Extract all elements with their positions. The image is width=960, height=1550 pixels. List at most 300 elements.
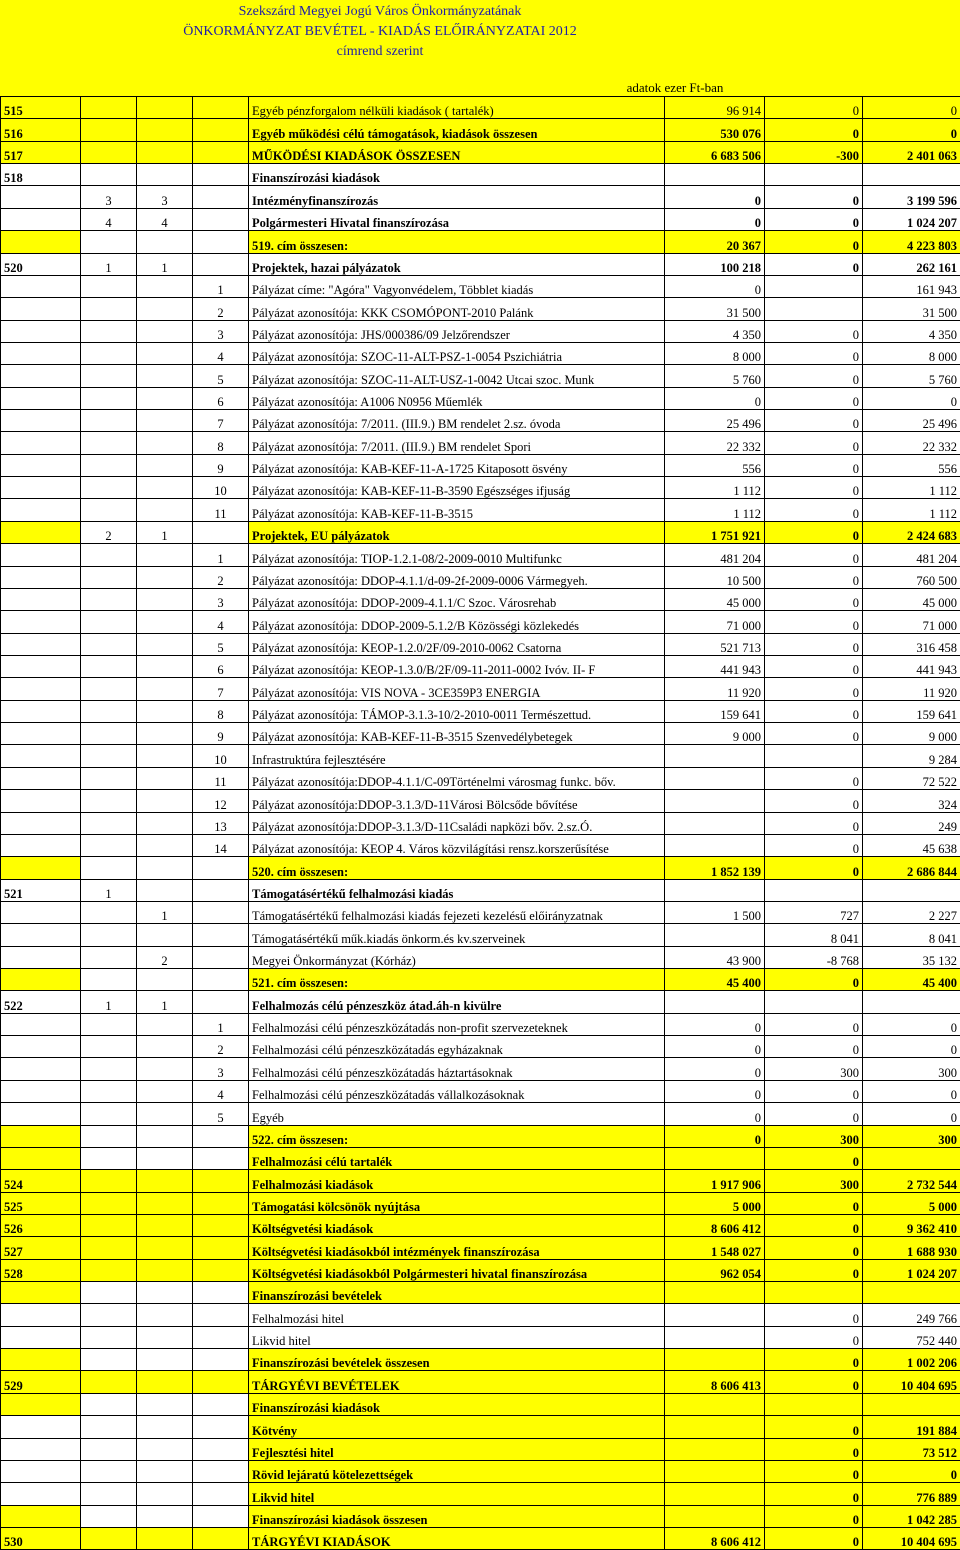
subtitle-code-cell bbox=[137, 1304, 193, 1326]
description-cell: Pályázat azonosítója: 7/2011. (III.9.) BM rendelet Spori bbox=[249, 432, 665, 454]
original-amount-cell: 0 bbox=[665, 1125, 765, 1147]
row-number-cell bbox=[1, 1036, 81, 1058]
subtitle-code-cell bbox=[137, 1170, 193, 1192]
table-row bbox=[1, 544, 960, 566]
modified-amount-cell: 324 bbox=[863, 790, 960, 812]
table-row bbox=[1, 499, 960, 521]
description-cell: Felhalmozási kiadások bbox=[249, 1170, 665, 1192]
item-number-cell bbox=[193, 1282, 249, 1304]
original-amount-cell: 100 218 bbox=[665, 253, 765, 275]
original-amount-cell bbox=[665, 745, 765, 767]
description-cell: Pályázat azonosítója: KAB-KEF-11-B-3515 bbox=[249, 499, 665, 521]
subtitle-code-cell bbox=[137, 879, 193, 901]
table-row bbox=[1, 1371, 960, 1393]
description-cell: 522. cím összesen: bbox=[249, 1125, 665, 1147]
row-number-cell bbox=[1, 477, 81, 499]
change-amount-cell: 0 bbox=[765, 678, 863, 700]
row-number-cell: 517 bbox=[1, 141, 81, 163]
description-cell: Intézményfinanszírozás bbox=[249, 186, 665, 208]
change-amount-cell: 0 bbox=[765, 1371, 863, 1393]
table-row bbox=[1, 1483, 960, 1505]
title-code-cell bbox=[81, 454, 137, 476]
item-number-cell: 2 bbox=[193, 1036, 249, 1058]
row-number-cell bbox=[1, 1103, 81, 1125]
modified-amount-cell: 159 641 bbox=[863, 700, 960, 722]
change-amount-cell: 0 bbox=[765, 410, 863, 432]
original-amount-cell: 5 000 bbox=[665, 1192, 765, 1214]
modified-amount-cell: 0 bbox=[863, 1013, 960, 1035]
subtitle-code-cell bbox=[137, 812, 193, 834]
item-number-cell bbox=[193, 208, 249, 230]
change-amount-cell: 0 bbox=[765, 477, 863, 499]
change-amount-cell: 0 bbox=[765, 454, 863, 476]
description-cell: Finanszírozási kiadások bbox=[249, 164, 665, 186]
row-number-cell bbox=[1, 790, 81, 812]
item-number-cell: 1 bbox=[193, 1013, 249, 1035]
modified-amount-cell: 249 766 bbox=[863, 1304, 960, 1326]
row-number-cell bbox=[1, 588, 81, 610]
change-amount-cell: 0 bbox=[765, 1214, 863, 1236]
item-number-cell bbox=[193, 1304, 249, 1326]
item-number-cell: 11 bbox=[193, 499, 249, 521]
row-number-cell: 525 bbox=[1, 1192, 81, 1214]
subtitle-code-cell: 1 bbox=[137, 253, 193, 275]
description-cell: Finanszírozási bevételek összesen bbox=[249, 1349, 665, 1371]
item-number-cell bbox=[193, 1326, 249, 1348]
description-cell: Pályázat azonosítója: KAB-KEF-11-B-3515 Szenvedélybetegek bbox=[249, 723, 665, 745]
original-amount-cell: 8 606 412 bbox=[665, 1528, 765, 1550]
title-code-cell bbox=[81, 320, 137, 342]
row-number-cell bbox=[1, 700, 81, 722]
row-number-cell bbox=[1, 186, 81, 208]
modified-amount-cell: 10 404 695 bbox=[863, 1371, 960, 1393]
description-cell: Polgármesteri Hivatal finanszírozása bbox=[249, 208, 665, 230]
row-number-cell bbox=[1, 1304, 81, 1326]
original-amount-cell: 22 332 bbox=[665, 432, 765, 454]
title-code-cell bbox=[81, 1483, 137, 1505]
modified-amount-cell: 1 002 206 bbox=[863, 1349, 960, 1371]
item-number-cell bbox=[193, 141, 249, 163]
table-row bbox=[1, 1080, 960, 1102]
modified-amount-cell: 556 bbox=[863, 454, 960, 476]
change-amount-cell: 0 bbox=[765, 1259, 863, 1281]
subtitle-code-cell bbox=[137, 342, 193, 364]
description-cell: Likvid hitel bbox=[249, 1326, 665, 1348]
original-amount-cell bbox=[665, 790, 765, 812]
description-cell: Pályázat azonosítója: KEOP-1.3.0/B/2F/09-11-2011-0002 Ivóv. II- F bbox=[249, 655, 665, 677]
subtitle-code-cell bbox=[137, 857, 193, 879]
title-code-cell bbox=[81, 1080, 137, 1102]
row-number-cell bbox=[1, 745, 81, 767]
header-line-3: címrend szerint bbox=[336, 44, 424, 59]
item-number-cell bbox=[193, 924, 249, 946]
title-code-cell bbox=[81, 1528, 137, 1550]
change-amount-cell: 0 bbox=[765, 365, 863, 387]
item-number-cell: 14 bbox=[193, 834, 249, 856]
table-row bbox=[1, 991, 960, 1013]
original-amount-cell bbox=[665, 1505, 765, 1527]
title-code-cell bbox=[81, 432, 137, 454]
item-number-cell bbox=[193, 969, 249, 991]
modified-amount-cell: 45 000 bbox=[863, 588, 960, 610]
original-amount-cell: 0 bbox=[665, 1103, 765, 1125]
change-amount-cell: 0 bbox=[765, 119, 863, 141]
modified-amount-cell: 2 732 544 bbox=[863, 1170, 960, 1192]
description-cell: Költségvetési kiadásokból Polgármesteri hivatal finanszírozása bbox=[249, 1259, 665, 1281]
change-amount-cell bbox=[765, 991, 863, 1013]
row-number-cell bbox=[1, 454, 81, 476]
subtitle-code-cell bbox=[137, 566, 193, 588]
row-number-cell: 530 bbox=[1, 1528, 81, 1550]
subtitle-code-cell bbox=[137, 633, 193, 655]
modified-amount-cell bbox=[863, 1147, 960, 1169]
change-amount-cell: 0 bbox=[765, 1326, 863, 1348]
item-number-cell: 2 bbox=[193, 298, 249, 320]
table-row bbox=[1, 767, 960, 789]
original-amount-cell bbox=[665, 834, 765, 856]
change-amount-cell: 0 bbox=[765, 521, 863, 543]
subtitle-code-cell bbox=[137, 1103, 193, 1125]
subtitle-code-cell bbox=[137, 1438, 193, 1460]
subtitle-code-cell bbox=[137, 1349, 193, 1371]
description-cell: Likvid hitel bbox=[249, 1483, 665, 1505]
original-amount-cell bbox=[665, 924, 765, 946]
table-row bbox=[1, 745, 960, 767]
description-cell: Pályázat azonosítója: JHS/000386/09 Jelzőrendszer bbox=[249, 320, 665, 342]
item-number-cell bbox=[193, 1528, 249, 1550]
description-cell: Projektek, EU pályázatok bbox=[249, 521, 665, 543]
title-code-cell bbox=[81, 1147, 137, 1169]
title-code-cell bbox=[81, 1282, 137, 1304]
item-number-cell: 12 bbox=[193, 790, 249, 812]
title-code-cell: 2 bbox=[81, 521, 137, 543]
description-cell: Felhalmozás célú pénzeszköz átad.áh-n kivülre bbox=[249, 991, 665, 1013]
title-code-cell bbox=[81, 633, 137, 655]
original-amount-cell: 45 400 bbox=[665, 969, 765, 991]
modified-amount-cell: 5 760 bbox=[863, 365, 960, 387]
title-code-cell bbox=[81, 1214, 137, 1236]
item-number-cell bbox=[193, 1214, 249, 1236]
description-cell: Pályázat azonosítója: SZOC-11-ALT-USZ-1-0042 Utcai szoc. Munk bbox=[249, 365, 665, 387]
modified-amount-cell: 2 401 063 bbox=[863, 141, 960, 163]
item-number-cell bbox=[193, 1505, 249, 1527]
row-number-cell bbox=[1, 1013, 81, 1035]
item-number-cell: 6 bbox=[193, 655, 249, 677]
original-amount-cell: 1 112 bbox=[665, 499, 765, 521]
modified-amount-cell: 9 284 bbox=[863, 745, 960, 767]
original-amount-cell: 521 713 bbox=[665, 633, 765, 655]
item-number-cell bbox=[193, 1349, 249, 1371]
row-number-cell bbox=[1, 1282, 81, 1304]
description-cell: Pályázat azonosítója: KKK CSOMÓPONT-2010 Palánk bbox=[249, 298, 665, 320]
table-row bbox=[1, 320, 960, 342]
change-amount-cell bbox=[765, 164, 863, 186]
description-cell: Pályázat azonosítója: SZOC-11-ALT-PSZ-1-0054 Pszichiátria bbox=[249, 342, 665, 364]
description-cell: Rövid lejáratú kötelezettségek bbox=[249, 1460, 665, 1482]
change-amount-cell: 0 bbox=[765, 1147, 863, 1169]
description-cell: Pályázat azonosítója: VIS NOVA - 3CE359P3 ENERGIA bbox=[249, 678, 665, 700]
change-amount-cell: 0 bbox=[765, 1483, 863, 1505]
modified-amount-cell: 0 bbox=[863, 387, 960, 409]
title-code-cell bbox=[81, 1170, 137, 1192]
table-row bbox=[1, 812, 960, 834]
row-number-cell bbox=[1, 365, 81, 387]
description-cell: Pályázat azonosítója: KEOP 4. Város közvilágítási rensz.korszerűsítése bbox=[249, 834, 665, 856]
item-number-cell: 1 bbox=[193, 275, 249, 297]
change-amount-cell: 0 bbox=[765, 969, 863, 991]
original-amount-cell bbox=[665, 1326, 765, 1348]
change-amount-cell: -8 768 bbox=[765, 946, 863, 968]
change-amount-cell: 0 bbox=[765, 231, 863, 253]
description-cell: TÁRGYÉVI KIADÁSOK bbox=[249, 1528, 665, 1550]
item-number-cell bbox=[193, 1237, 249, 1259]
row-number-cell bbox=[1, 1125, 81, 1147]
original-amount-cell: 31 500 bbox=[665, 298, 765, 320]
description-cell: Finanszírozási kiadások összesen bbox=[249, 1505, 665, 1527]
change-amount-cell: 0 bbox=[765, 1416, 863, 1438]
description-cell: Egyéb pénzforgalom nélküli kiadások ( tartalék) bbox=[249, 97, 665, 119]
item-number-cell: 4 bbox=[193, 611, 249, 633]
title-code-cell bbox=[81, 231, 137, 253]
item-number-cell: 5 bbox=[193, 365, 249, 387]
row-number-cell bbox=[1, 1483, 81, 1505]
table-row bbox=[1, 924, 960, 946]
row-number-cell bbox=[1, 1505, 81, 1527]
change-amount-cell: 0 bbox=[765, 432, 863, 454]
original-amount-cell: 96 914 bbox=[665, 97, 765, 119]
item-number-cell bbox=[193, 1192, 249, 1214]
original-amount-cell: 11 920 bbox=[665, 678, 765, 700]
subtitle-code-cell bbox=[137, 320, 193, 342]
original-amount-cell: 1 751 921 bbox=[665, 521, 765, 543]
title-code-cell bbox=[81, 1416, 137, 1438]
row-number-cell bbox=[1, 1393, 81, 1415]
original-amount-cell: 10 500 bbox=[665, 566, 765, 588]
subtitle-code-cell bbox=[137, 365, 193, 387]
change-amount-cell: 0 bbox=[765, 1505, 863, 1527]
table-row bbox=[1, 1528, 960, 1550]
description-cell: Pályázat azonosítója:DDOP-4.1.1/C-09Történelmi városmag funkc. bőv. bbox=[249, 767, 665, 789]
table-row bbox=[1, 119, 960, 141]
table-row bbox=[1, 1237, 960, 1259]
description-cell: Megyei Önkormányzat (Kórház) bbox=[249, 946, 665, 968]
description-cell: Költségvetési kiadásokból intézmények finanszírozása bbox=[249, 1237, 665, 1259]
original-amount-cell bbox=[665, 1282, 765, 1304]
item-number-cell bbox=[193, 231, 249, 253]
change-amount-cell: 0 bbox=[765, 342, 863, 364]
description-cell: Fejlesztési hitel bbox=[249, 1438, 665, 1460]
subtitle-code-cell: 1 bbox=[137, 901, 193, 923]
modified-amount-cell bbox=[863, 1393, 960, 1415]
row-number-cell: 527 bbox=[1, 1237, 81, 1259]
table-row bbox=[1, 588, 960, 610]
row-number-cell bbox=[1, 1147, 81, 1169]
original-amount-cell bbox=[665, 991, 765, 1013]
original-amount-cell: 159 641 bbox=[665, 700, 765, 722]
report-header bbox=[0, 0, 960, 96]
subtitle-code-cell bbox=[137, 97, 193, 119]
description-cell: MŰKÖDÉSI KIADÁSOK ÖSSZESEN bbox=[249, 141, 665, 163]
item-number-cell: 7 bbox=[193, 410, 249, 432]
item-number-cell: 10 bbox=[193, 745, 249, 767]
row-number-cell bbox=[1, 678, 81, 700]
title-code-cell bbox=[81, 1304, 137, 1326]
title-code-cell bbox=[81, 1438, 137, 1460]
table-row bbox=[1, 901, 960, 923]
title-code-cell bbox=[81, 1460, 137, 1482]
row-number-cell bbox=[1, 723, 81, 745]
subtitle-code-cell bbox=[137, 1013, 193, 1035]
modified-amount-cell: 300 bbox=[863, 1125, 960, 1147]
row-number-cell bbox=[1, 655, 81, 677]
description-cell: Egyéb működési célú támogatások, kiadások összesen bbox=[249, 119, 665, 141]
original-amount-cell: 962 054 bbox=[665, 1259, 765, 1281]
description-cell: Egyéb bbox=[249, 1103, 665, 1125]
item-number-cell bbox=[193, 857, 249, 879]
subtitle-code-cell bbox=[137, 834, 193, 856]
original-amount-cell: 0 bbox=[665, 1080, 765, 1102]
modified-amount-cell: 3 199 596 bbox=[863, 186, 960, 208]
change-amount-cell: 0 bbox=[765, 1036, 863, 1058]
item-number-cell: 4 bbox=[193, 1080, 249, 1102]
item-number-cell: 8 bbox=[193, 700, 249, 722]
table-row bbox=[1, 253, 960, 275]
row-number-cell bbox=[1, 901, 81, 923]
modified-amount-cell: 161 943 bbox=[863, 275, 960, 297]
modified-amount-cell: 0 bbox=[863, 1103, 960, 1125]
original-amount-cell: 25 496 bbox=[665, 410, 765, 432]
table-row bbox=[1, 1013, 960, 1035]
table-row bbox=[1, 365, 960, 387]
title-code-cell bbox=[81, 901, 137, 923]
modified-amount-cell: 0 bbox=[863, 97, 960, 119]
modified-amount-cell: 8 000 bbox=[863, 342, 960, 364]
subtitle-code-cell bbox=[137, 119, 193, 141]
title-code-cell bbox=[81, 275, 137, 297]
item-number-cell bbox=[193, 1170, 249, 1192]
title-code-cell bbox=[81, 767, 137, 789]
subtitle-code-cell bbox=[137, 655, 193, 677]
title-code-cell bbox=[81, 97, 137, 119]
original-amount-cell bbox=[665, 1460, 765, 1482]
table-row bbox=[1, 1192, 960, 1214]
original-amount-cell: 8 000 bbox=[665, 342, 765, 364]
description-cell: Kötvény bbox=[249, 1416, 665, 1438]
row-number-cell bbox=[1, 275, 81, 297]
title-code-cell: 1 bbox=[81, 253, 137, 275]
change-amount-cell: 0 bbox=[765, 790, 863, 812]
description-cell: 520. cím összesen: bbox=[249, 857, 665, 879]
title-code-cell bbox=[81, 1505, 137, 1527]
modified-amount-cell: 45 400 bbox=[863, 969, 960, 991]
modified-amount-cell: 316 458 bbox=[863, 633, 960, 655]
title-code-cell bbox=[81, 1237, 137, 1259]
change-amount-cell: 300 bbox=[765, 1125, 863, 1147]
modified-amount-cell: 262 161 bbox=[863, 253, 960, 275]
original-amount-cell bbox=[665, 164, 765, 186]
description-cell: Pályázat azonosítója: 7/2011. (III.9.) BM rendelet 2.sz. óvoda bbox=[249, 410, 665, 432]
modified-amount-cell: 71 000 bbox=[863, 611, 960, 633]
budget-table bbox=[0, 96, 960, 1550]
modified-amount-cell: 1 024 207 bbox=[863, 208, 960, 230]
original-amount-cell bbox=[665, 1416, 765, 1438]
table-row bbox=[1, 432, 960, 454]
row-number-cell bbox=[1, 320, 81, 342]
change-amount-cell: 0 bbox=[765, 812, 863, 834]
row-number-cell bbox=[1, 767, 81, 789]
original-amount-cell: 441 943 bbox=[665, 655, 765, 677]
modified-amount-cell: 4 223 803 bbox=[863, 231, 960, 253]
row-number-cell bbox=[1, 857, 81, 879]
header-line-2: ÖNKORMÁNYZAT BEVÉTEL - KIADÁS ELŐIRÁNYZATAI 2012 bbox=[183, 24, 577, 39]
title-code-cell bbox=[81, 857, 137, 879]
item-number-cell bbox=[193, 901, 249, 923]
title-code-cell bbox=[81, 946, 137, 968]
original-amount-cell: 1 852 139 bbox=[665, 857, 765, 879]
table-row bbox=[1, 611, 960, 633]
title-code-cell bbox=[81, 477, 137, 499]
modified-amount-cell: 22 332 bbox=[863, 432, 960, 454]
original-amount-cell: 481 204 bbox=[665, 544, 765, 566]
subtitle-code-cell bbox=[137, 432, 193, 454]
item-number-cell: 4 bbox=[193, 342, 249, 364]
row-number-cell: 521 bbox=[1, 879, 81, 901]
title-code-cell bbox=[81, 969, 137, 991]
table-row bbox=[1, 521, 960, 543]
row-number-cell bbox=[1, 231, 81, 253]
table-row bbox=[1, 1259, 960, 1281]
change-amount-cell: 0 bbox=[765, 97, 863, 119]
description-cell: Pályázat azonosítója:DDOP-3.1.3/D-11Családi napközi bőv. 2.sz.Ó. bbox=[249, 812, 665, 834]
subtitle-code-cell bbox=[137, 499, 193, 521]
change-amount-cell: 0 bbox=[765, 1349, 863, 1371]
modified-amount-cell: 9 000 bbox=[863, 723, 960, 745]
item-number-cell bbox=[193, 1259, 249, 1281]
table-row bbox=[1, 141, 960, 163]
subtitle-code-cell bbox=[137, 700, 193, 722]
title-code-cell bbox=[81, 700, 137, 722]
item-number-cell bbox=[193, 1125, 249, 1147]
modified-amount-cell: 1 688 930 bbox=[863, 1237, 960, 1259]
title-code-cell bbox=[81, 1349, 137, 1371]
item-number-cell: 7 bbox=[193, 678, 249, 700]
modified-amount-cell: 760 500 bbox=[863, 566, 960, 588]
table-row bbox=[1, 231, 960, 253]
original-amount-cell bbox=[665, 1349, 765, 1371]
row-number-cell bbox=[1, 924, 81, 946]
item-number-cell bbox=[193, 164, 249, 186]
change-amount-cell: 0 bbox=[765, 767, 863, 789]
modified-amount-cell: 11 920 bbox=[863, 678, 960, 700]
original-amount-cell: 9 000 bbox=[665, 723, 765, 745]
original-amount-cell: 20 367 bbox=[665, 231, 765, 253]
modified-amount-cell: 1 042 285 bbox=[863, 1505, 960, 1527]
original-amount-cell: 8 606 412 bbox=[665, 1214, 765, 1236]
original-amount-cell: 0 bbox=[665, 387, 765, 409]
table-row bbox=[1, 1103, 960, 1125]
row-number-cell bbox=[1, 1416, 81, 1438]
modified-amount-cell: 10 404 695 bbox=[863, 1528, 960, 1550]
change-amount-cell: 727 bbox=[765, 901, 863, 923]
original-amount-cell: 8 606 413 bbox=[665, 1371, 765, 1393]
modified-amount-cell: 0 bbox=[863, 1036, 960, 1058]
original-amount-cell: 0 bbox=[665, 208, 765, 230]
description-cell: Pályázat azonosítója: DDOP-2009-5.1.2/B Közösségi közlekedés bbox=[249, 611, 665, 633]
subtitle-code-cell bbox=[137, 1371, 193, 1393]
item-number-cell: 9 bbox=[193, 723, 249, 745]
title-code-cell: 1 bbox=[81, 991, 137, 1013]
table-row bbox=[1, 678, 960, 700]
